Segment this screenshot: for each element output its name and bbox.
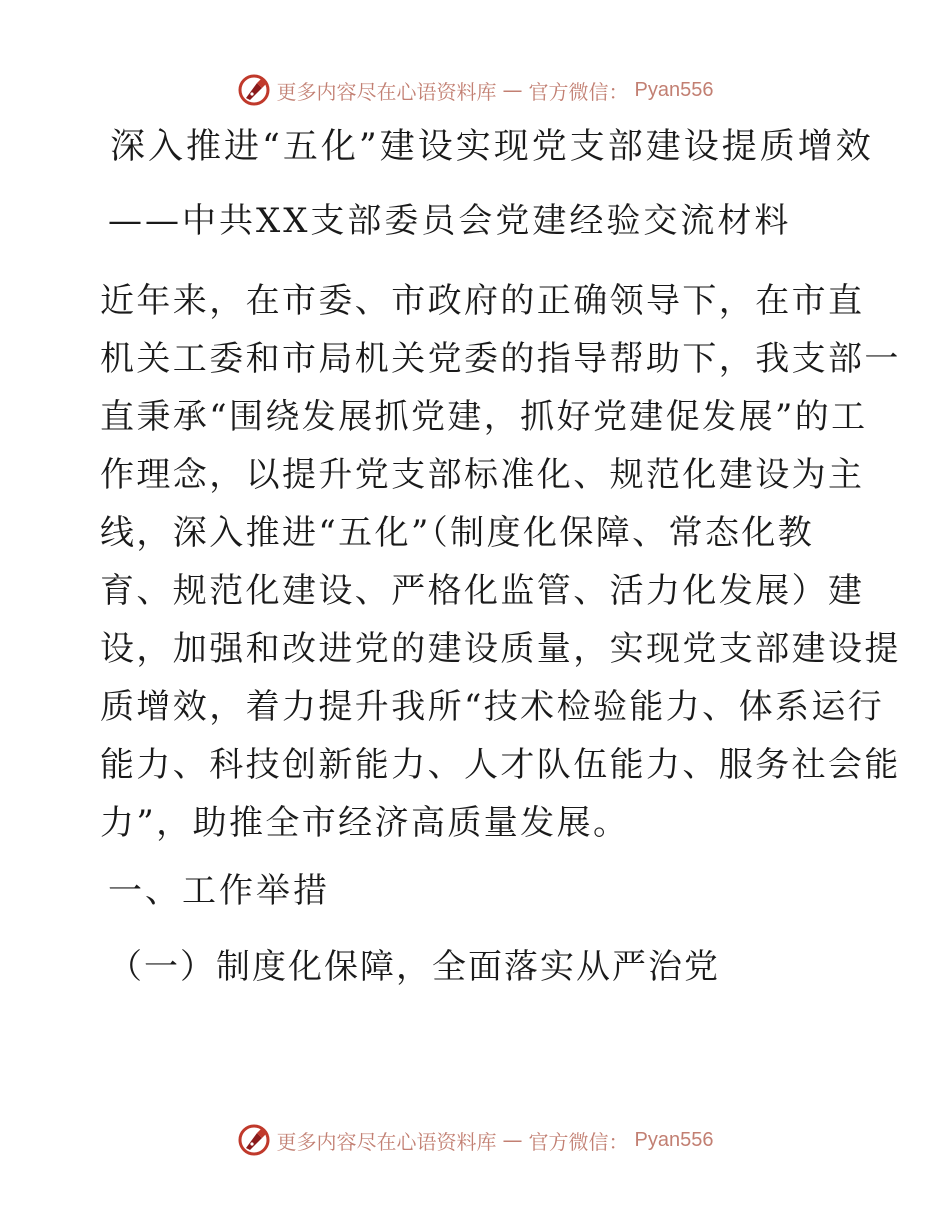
watermark-content [237,73,714,107]
pen-nib-logo-icon [237,1123,271,1157]
section-heading: 一、工作举措 [108,871,330,911]
document-subtitle: ——中共XX支部委员会党建经验交流材料 [108,201,792,241]
paragraph-line: 能力、科技创新能力、人才队伍能力、服务社会能 [100,745,901,785]
watermark-dash: — [502,1128,523,1152]
paragraph-line: 育、规范化建设、严格化监管、活力化发展）建 [100,571,865,611]
watermark-banner-bottom [0,1120,950,1160]
watermark-text: 更多内容尽在心语资料库 [276,1129,497,1154]
watermark-wechat-id: Pyan556 [634,1128,714,1151]
watermark-wechat-label: 官方微信： [528,79,629,104]
body-paragraph [100,272,901,852]
watermark-wechat-label: 官方微信： [528,1129,629,1154]
paragraph-line: 力”，助推全市经济高质量发展。 [100,803,630,843]
document-title: 深入推进“五化”建设实现党支部建设提质增效 [110,127,874,167]
paragraph-line: 机关工委和市局机关党委的指导帮助下，我支部一 [100,339,901,379]
watermark-wechat-id: Pyan556 [634,78,714,101]
watermark-dash: — [502,78,523,102]
watermark-text: 更多内容尽在心语资料库 [276,79,497,104]
paragraph-line: 质增效，着力提升我所“技术检验能力、体系运行 [100,687,885,727]
paragraph-line: 近年来，在市委、市政府的正确领导下，在市直 [100,281,865,321]
paragraph-line: 设，加强和改进党的建设质量，实现党支部建设提 [100,629,901,669]
paragraph-line: 作理念，以提升党支部标准化、规范化建设为主 [100,455,865,495]
pen-nib-logo-icon [237,73,271,107]
watermark-banner-top [0,70,950,110]
paragraph-line: 直秉承“围绕发展抓党建，抓好党建促发展”的工 [100,397,868,437]
subsection-heading: （一）制度化保障，全面落实从严治党 [108,947,720,987]
paragraph-line: 线，深入推进“五化”（制度化保障、常态化教 [100,513,815,553]
watermark-content [237,1123,714,1157]
